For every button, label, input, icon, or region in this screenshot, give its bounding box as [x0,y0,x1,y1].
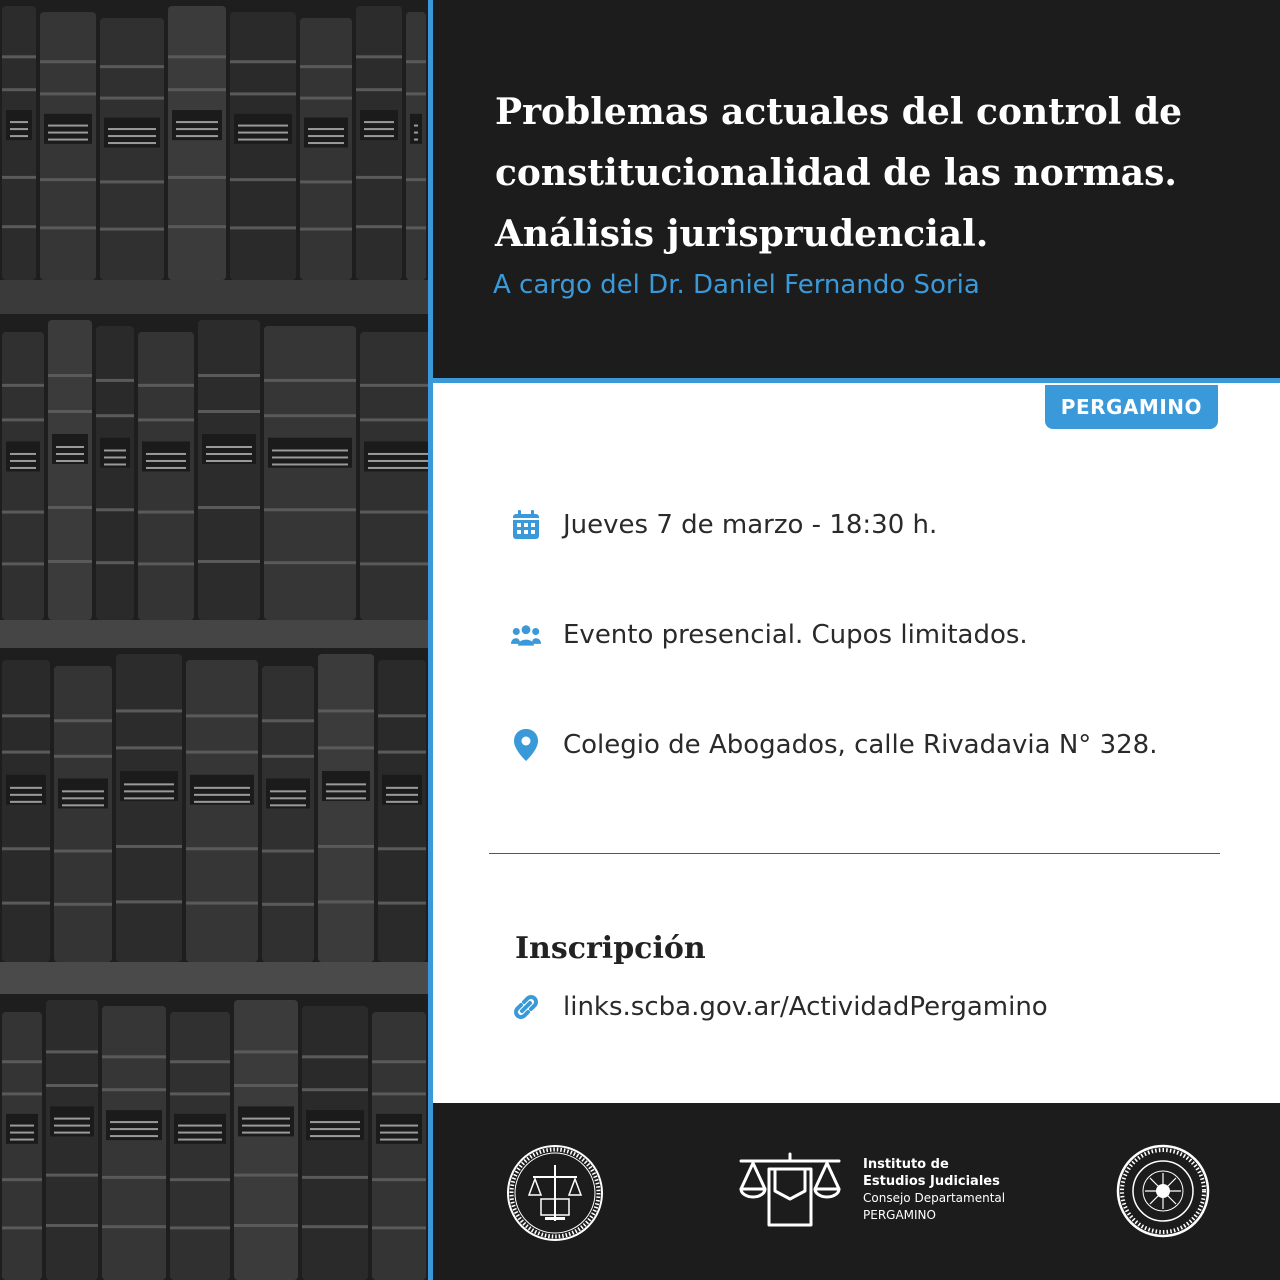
book-band [46,1084,98,1087]
book-text-line [10,794,42,796]
book-band [2,1178,42,1181]
book-band [234,1050,298,1053]
book-band [100,228,164,231]
book-spine [302,1006,368,1280]
book-band [168,88,226,91]
book-text-line [10,1125,34,1127]
book-text-line [62,797,104,799]
book-text-line [238,125,288,127]
book-band [116,746,182,749]
book-band [262,755,314,758]
book-band [230,226,296,229]
book-label [322,771,370,801]
book-band [264,379,356,382]
calendar-icon [511,508,541,542]
book-text-line [104,463,126,465]
book-band [48,410,92,413]
book-band [2,1092,42,1095]
book-text-line [308,135,344,137]
book-spine [46,1000,98,1280]
book-text-line [386,794,418,796]
book-spine [186,660,258,962]
book-text-line [10,128,28,130]
book-band [170,1226,230,1229]
book-label [58,778,108,808]
book-text-line [206,446,252,448]
book-band [46,1050,98,1053]
book-band [378,751,426,754]
book-label [268,438,352,468]
book-text-line [48,132,88,134]
book-text-line [54,1118,90,1120]
book-spine [360,332,428,620]
book-band [230,178,296,181]
book-text-line [272,463,348,465]
book-band [186,751,258,754]
book-band [372,1178,426,1181]
registration-link[interactable]: links.scba.gov.ar/ActividadPergamino [563,992,1048,1022]
book-band [168,225,226,228]
book-band [356,55,402,58]
book-band [168,176,226,179]
book-text-line [10,467,36,469]
book-text-line [110,1121,158,1123]
book-band [198,560,260,563]
book-spine [318,654,374,962]
book-band [406,226,426,229]
book-text-line [364,128,394,130]
book-spine [54,666,112,962]
iej-logo [735,1151,1005,1229]
book-label [190,775,254,805]
book-band [264,508,356,511]
book-text-line [146,460,186,462]
book-band [100,65,164,68]
book-spine [406,12,426,280]
book-text-line [270,790,306,792]
book-band [40,226,96,229]
book-text-line [272,449,348,451]
book-band [264,561,356,564]
iej-text [863,1156,1005,1224]
book-label [100,438,130,468]
book-band [46,1224,98,1227]
event-row [511,615,1028,655]
book-band [138,562,194,565]
book-spine [372,1012,426,1280]
book-band [198,374,260,377]
book-text-line [54,1132,90,1134]
book-band [102,1225,166,1228]
book-band [372,1226,426,1229]
book-band [234,1174,298,1177]
book-text-line [380,1125,418,1127]
section-divider [489,853,1220,854]
book-text-line [310,1135,360,1137]
iej-line-3: Consejo Departamental [863,1191,1006,1205]
book-text-line [380,1132,418,1134]
book-band [2,225,36,228]
book-text-line [308,128,344,130]
location-badge: PERGAMINO [1045,385,1218,429]
book-band [96,561,134,564]
book-band [46,1174,98,1177]
book-band [318,900,374,903]
book-text-line [48,139,88,141]
book-band [170,1092,230,1095]
book-band [2,751,50,754]
book-label [6,441,40,471]
book-band [234,1224,298,1227]
book-band [170,1060,230,1063]
page-title: Problemas actuales del control de constitucionalidad de las normas. Análisis jurisprudencial. [495,91,1183,255]
book-text-line [54,1125,90,1127]
book-band [54,850,112,853]
book-spine [2,332,44,620]
header [433,0,1280,378]
book-band [198,506,260,509]
book-band [186,902,258,905]
book-text-line [326,790,366,792]
book-text-line [10,453,36,455]
book-band [186,847,258,850]
book-spine [100,18,164,280]
book-text-line [326,783,366,785]
book-text-line [108,135,156,137]
date-row [511,505,937,545]
book-spine [102,1006,166,1280]
book-text-line [110,1128,158,1130]
book-text-line [10,787,42,789]
book-band [48,374,92,377]
book-band [2,1226,42,1229]
content-panel [433,0,1280,1280]
book-text-line [104,456,126,458]
book-band [2,55,36,58]
event-text: Evento presencial. Cupos limitados. [563,620,1028,650]
book-band [262,903,314,906]
book-band [138,384,194,387]
book-band [116,900,182,903]
iej-line-4: PERGAMINO [863,1208,936,1222]
book-text-line [242,1132,290,1134]
book-text-line [178,1132,222,1134]
book-spine [116,654,182,962]
colegio-magistrados-seal-icon [1115,1143,1211,1239]
book-text-line [206,460,252,462]
book-text-line [56,453,84,455]
book-band [2,1060,42,1063]
book-spine [40,12,96,280]
book-spine [138,332,194,620]
book-band [48,560,92,563]
book-band [230,92,296,95]
book-text-line [368,460,428,462]
bookshelf-photo [0,0,428,1280]
book-band [318,709,374,712]
book-text-line [368,453,428,455]
book-band [2,714,50,717]
book-band [262,850,314,853]
book-text-line [56,446,84,448]
book-band [54,719,112,722]
book-band [2,176,36,179]
book-text-line [108,142,156,144]
book-text-line [242,1125,290,1127]
book-band [302,1225,368,1228]
book-band [2,88,36,91]
book-text-line [178,1125,222,1127]
book-band [234,1084,298,1087]
book-text-line [242,1118,290,1120]
book-text-line [386,801,418,803]
book-band [302,1176,368,1179]
book-band [378,902,426,905]
book-text-line [272,456,348,458]
book-band [40,92,96,95]
book-band [262,719,314,722]
book-band [54,903,112,906]
book-text-line [10,135,28,137]
book-spine [168,6,226,280]
book-spine [356,6,402,280]
book-label [142,441,190,471]
book-band [406,60,426,63]
book-spine [378,660,426,962]
book-band [378,847,426,850]
book-band [116,709,182,712]
book-band [96,414,134,417]
book-spine [170,1012,230,1280]
book-spine [264,326,356,620]
book-label [382,775,422,805]
book-text-line [124,790,174,792]
book-band [40,60,96,63]
book-text-line [104,449,126,451]
book-text-line [380,1139,418,1141]
book-band [378,714,426,717]
book-text-line [206,453,252,455]
book-text-line [62,804,104,806]
book-spine [2,6,36,280]
book-band [116,845,182,848]
book-text-line [56,460,84,462]
book-band [300,228,352,231]
book-band [302,1055,368,1058]
book-band [356,88,402,91]
book-text-line [146,467,186,469]
book-band [40,178,96,181]
book-label [52,434,88,464]
book-text-line [194,801,250,803]
book-spine [198,320,260,620]
place-row [511,725,1157,765]
book-band [54,755,112,758]
book-band [372,1092,426,1095]
book-band [168,55,226,58]
book-band [102,1055,166,1058]
book-band [170,1178,230,1181]
book-band [360,418,428,421]
book-band [372,1060,426,1063]
book-text-line [178,1139,222,1141]
book-band [230,60,296,63]
users-icon [511,618,541,652]
book-label [6,775,46,805]
book-text-line [310,1128,360,1130]
book-band [264,414,356,417]
book-text-line [176,128,218,130]
book-label [120,771,178,801]
book-text-line [414,132,418,134]
book-spine [48,320,92,620]
book-text-line [310,1121,360,1123]
book-band [102,1088,166,1091]
book-band [302,1088,368,1091]
book-spine [2,1012,42,1280]
book-band [318,845,374,848]
book-spine [262,666,314,962]
book-label [266,778,310,808]
book-text-line [364,121,394,123]
footer [433,1103,1280,1280]
book-band [356,225,402,228]
book-text-line [270,797,306,799]
book-text-line [414,125,418,127]
book-band [300,65,352,68]
book-label [202,434,256,464]
book-band [2,418,44,421]
book-band [2,384,44,387]
book-text-line [146,453,186,455]
book-text-line [10,121,28,123]
book-band [318,746,374,749]
book-text-line [110,1135,158,1137]
book-band [102,1176,166,1179]
book-band [406,178,426,181]
book-band [138,418,194,421]
speaker-subtitle: A cargo del Dr. Daniel Fernando Soria [493,270,980,300]
book-text-line [414,139,418,141]
book-text-line [364,135,394,137]
date-text: Jueves 7 de marzo - 18:30 h. [563,510,938,540]
book-band [100,97,164,100]
book-text-line [194,794,250,796]
book-band [360,511,428,514]
registration-title: Inscripción [515,931,706,966]
book-band [360,384,428,387]
book-text-line [308,142,344,144]
info-section [433,383,1280,1103]
book-band [2,511,44,514]
book-band [356,176,402,179]
book-text-line [10,1132,34,1134]
book-text-line [62,790,104,792]
book-band [300,180,352,183]
book-text-line [124,797,174,799]
book-text-line [368,467,428,469]
book-text-line [176,121,218,123]
book-text-line [386,787,418,789]
book-text-line [124,783,174,785]
book-text-line [10,1139,34,1141]
book-band [360,562,428,565]
book-band [96,508,134,511]
book-band [48,506,92,509]
location-pin-icon [511,728,541,762]
book-band [2,847,50,850]
book-text-line [326,797,366,799]
book-spine [234,1000,298,1280]
iej-line-2: Estudios Judiciales [863,1174,1000,1189]
scales-of-justice-icon [735,1151,845,1229]
book-spine [96,326,134,620]
iej-line-1: Instituto de [863,1157,949,1172]
book-band [186,714,258,717]
book-text-line [10,460,36,462]
book-band [138,511,194,514]
book-text-line [108,128,156,130]
place-text: Colegio de Abogados, calle Rivadavia N° 328. [563,730,1158,760]
book-spine [2,660,50,962]
book-band [100,180,164,183]
book-text-line [270,804,306,806]
book-spine [300,18,352,280]
bookshelf-illustration [0,0,428,1280]
book-band [2,902,50,905]
book-text-line [48,125,88,127]
book-label [364,441,428,471]
colegio-abogados-seal-icon [505,1143,605,1243]
book-text-line [176,135,218,137]
link-icon [511,990,541,1024]
book-band [198,410,260,413]
book-band [406,92,426,95]
registration-row [511,987,1048,1027]
book-spine [230,12,296,280]
book-text-line [10,801,42,803]
book-text-line [194,787,250,789]
book-text-line [238,132,288,134]
book-band [300,97,352,100]
book-text-line [238,139,288,141]
book-band [96,379,134,382]
book-band [2,562,44,565]
